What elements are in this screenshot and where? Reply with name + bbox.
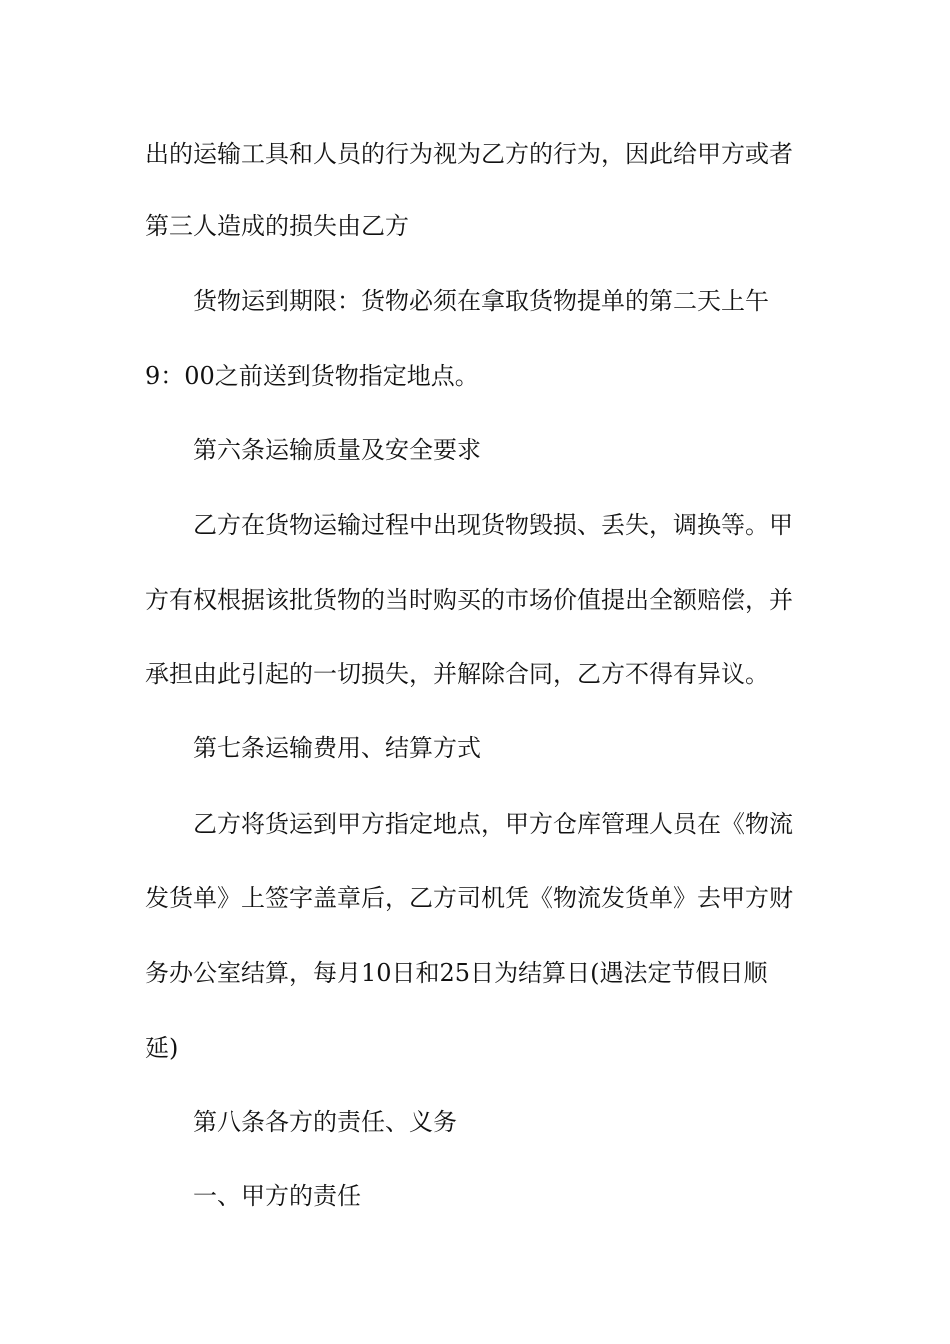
paragraph-line: 9：00之前送到货物指定地点。 (145, 362, 479, 390)
paragraph-line: 出的运输工具和人员的行为视为乙方的行为，因此给甲方或者 (145, 140, 793, 168)
paragraph-line: 方有权根据该批货物的当时购买的市场价值提出全额赔偿，并 (145, 586, 793, 614)
paragraph-line: 第三人造成的损失由乙方 (145, 212, 409, 240)
section-heading: 第七条运输费用、结算方式 (193, 734, 481, 762)
section-heading: 第六条运输质量及安全要求 (193, 436, 481, 464)
paragraph-line: 延) (145, 1034, 179, 1062)
paragraph-line: 乙方将货运到甲方指定地点，甲方仓库管理人员在《物流 (193, 810, 793, 838)
paragraph-line: 务办公室结算，每月10日和25日为结算日(遇法定节假日顺 (145, 959, 768, 987)
paragraph-line: 发货单》上签字盖章后，乙方司机凭《物流发货单》去甲方财 (145, 884, 793, 912)
paragraph-line: 承担由此引起的一切损失，并解除合同，乙方不得有异议。 (145, 660, 769, 688)
paragraph-line: 乙方在货物运输过程中出现货物毁损、丢失，调换等。甲 (193, 511, 793, 539)
subsection-heading: 一、甲方的责任 (193, 1182, 361, 1210)
section-heading: 第八条各方的责任、义务 (193, 1108, 457, 1136)
paragraph-line: 货物运到期限：货物必须在拿取货物提单的第二天上午 (193, 287, 769, 315)
